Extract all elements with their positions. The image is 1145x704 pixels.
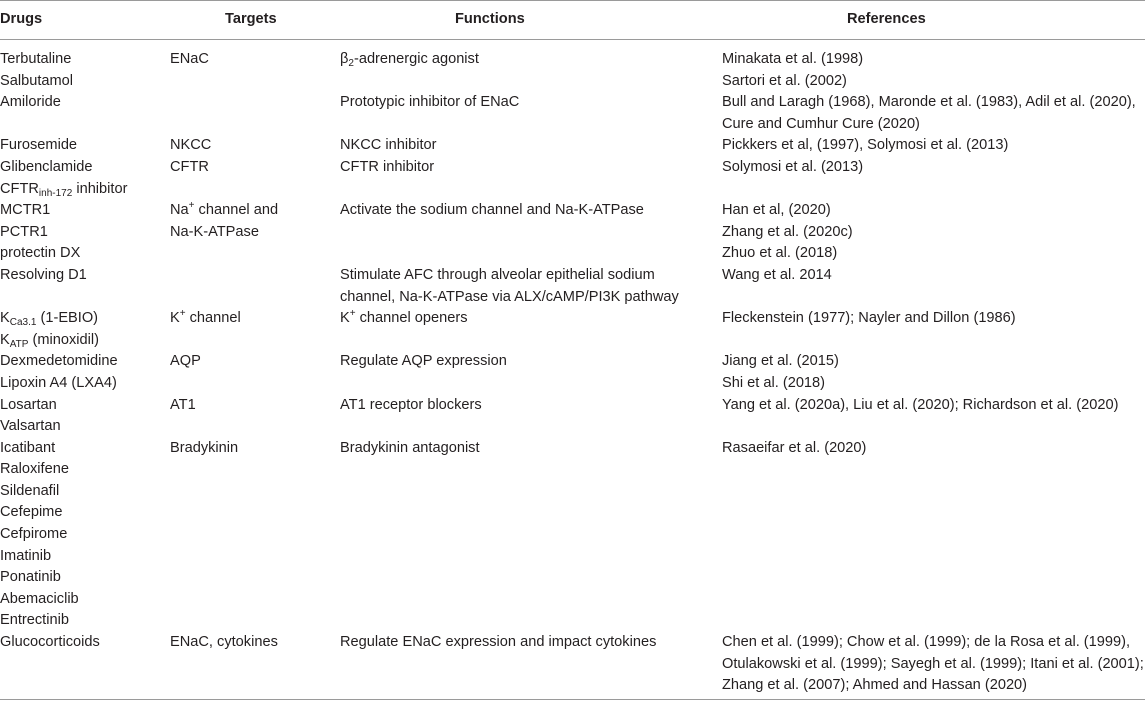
cell-reference [722, 416, 1145, 438]
header-drugs: Drugs [0, 1, 170, 40]
cell-function: AT1 receptor blockers [340, 396, 482, 413]
cell-target [170, 567, 340, 589]
table-row [0, 395, 1145, 417]
cell-function [340, 459, 722, 481]
table-row [0, 157, 1145, 179]
cell-target [170, 502, 340, 524]
cell-reference: Zhuo et al. (2018) [722, 245, 838, 262]
cell-target [170, 373, 340, 395]
cell-function: NKCC inhibitor [340, 137, 437, 154]
cell-reference [722, 502, 1145, 524]
cell-target [170, 610, 340, 632]
cell-reference [722, 524, 1145, 546]
cell-function: Prototypic inhibitor of ENaC [340, 94, 520, 111]
cell-target [170, 459, 340, 481]
cell-function: CFTR inhibitor [340, 158, 435, 175]
cell-reference: Yang et al. (2020a), Liu et al. (2020); Richardson et al. (2020) [722, 396, 1119, 413]
table-row [0, 71, 1145, 93]
cell-drug: protectin DX [0, 245, 81, 262]
cell-function [340, 567, 722, 589]
cell-reference: Sartori et al. (2002) [722, 72, 847, 89]
cell-target: NKCC [170, 137, 212, 154]
cell-function: Bradykinin antagonist [340, 439, 480, 456]
table-bottom-rule [0, 699, 1145, 700]
table-row [0, 524, 1145, 546]
cell-reference: Han et al, (2020) [722, 202, 831, 219]
table-row [0, 40, 1145, 71]
header-row [0, 1, 1145, 40]
cell-function [340, 416, 722, 438]
cell-function [340, 71, 722, 93]
table-row [0, 438, 1145, 460]
cell-function [340, 589, 722, 611]
cell-target: AQP [170, 353, 201, 370]
cell-drug: Lipoxin A4 (LXA4) [0, 374, 117, 391]
table-row [0, 589, 1145, 611]
cell-drug: Terbutaline [0, 51, 72, 67]
cell-drug: Cefpirome [0, 526, 68, 543]
cell-drug: $K_{Ca3.1}$ (1-EBIO) [0, 310, 99, 329]
cell-reference: Fleckenstein (1977); Nayler and Dillon (1986) [722, 310, 1016, 327]
header-references: References [722, 1, 1145, 40]
cell-reference: Shi et al. (2018) [722, 374, 826, 391]
cell-target [170, 546, 340, 568]
cell-reference [722, 546, 1145, 568]
cell-drug: Dexmedetomidine [0, 353, 118, 370]
header-functions: Functions [340, 1, 722, 40]
cell-target: Bradykinin [170, 439, 239, 456]
cell-reference [722, 179, 1145, 201]
table-row [0, 92, 1145, 135]
table-row [0, 135, 1145, 157]
cell-target: CFTR [170, 158, 209, 175]
cell-target: ENaC [170, 51, 209, 67]
table-row [0, 546, 1145, 568]
table-row [0, 610, 1145, 632]
cell-drug: Amiloride [0, 94, 61, 111]
cell-reference [722, 330, 1145, 352]
cell-function [340, 524, 722, 546]
cell-reference [722, 567, 1145, 589]
cell-function: Stimulate AFC through alveolar epithelial sodium channel, Na-K-ATPase via ALX/cAMP/PI3K pathway [340, 266, 679, 305]
table-row [0, 351, 1145, 373]
cell-reference: Chen et al. (1999); Chow et al. (1999); de la Rosa et al. (1999), Otulakowski et al. (1999); Sayegh et al. (1999); Itani et al. (2001); Zhang et al. (2007); Ahmed and Hassan (2020) [722, 634, 1144, 694]
cell-reference: Wang et al. 2014 [722, 266, 832, 283]
cell-drug: Sildenafil [0, 482, 60, 499]
cell-reference [722, 589, 1145, 611]
cell-drug: Raloxifene [0, 461, 69, 478]
cell-reference: Jiang et al. (2015) [722, 353, 839, 370]
cell-reference [722, 610, 1145, 632]
cell-reference: Bull and Laragh (1968), Maronde et al. (1983), Adil et al. (2020), Cure and Cumhur Cure (2020) [722, 94, 1136, 132]
cell-target [170, 92, 340, 135]
cell-function [340, 546, 722, 568]
table-row [0, 459, 1145, 481]
cell-target: Na+ channel and [170, 200, 279, 219]
table-row [0, 330, 1145, 352]
table-row [0, 265, 1145, 308]
cell-function [340, 243, 722, 265]
cell-drug: Icatibant [0, 439, 56, 456]
cell-function [340, 610, 722, 632]
cell-drug: Salbutamol [0, 72, 74, 89]
cell-target: K+ channel [170, 308, 241, 327]
table-row [0, 200, 1145, 222]
cell-drug: Glibenclamide [0, 158, 93, 175]
cell-drug: Imatinib [0, 547, 52, 564]
table-header [0, 1, 1145, 40]
header-targets: Targets [170, 1, 340, 40]
table-row [0, 179, 1145, 201]
cell-function [340, 502, 722, 524]
table-row [0, 567, 1145, 589]
cell-reference: Minakata et al. (1998) [722, 51, 864, 67]
cell-target [170, 243, 340, 265]
cell-target [170, 330, 340, 352]
cell-function [340, 373, 722, 395]
cell-target: Na-K-ATPase [170, 223, 259, 240]
cell-reference [722, 459, 1145, 481]
cell-drug: Losartan [0, 396, 57, 413]
cell-drug: Furosemide [0, 137, 78, 154]
cell-function: Regulate ENaC expression and impact cytokines [340, 634, 657, 651]
cell-function [340, 222, 722, 244]
table-row [0, 222, 1145, 244]
table-row [0, 243, 1145, 265]
cell-drug: Ponatinib [0, 569, 61, 586]
cell-reference: Zhang et al. (2020c) [722, 223, 853, 240]
cell-drug: PCTR1 [0, 223, 48, 240]
cell-target [170, 265, 340, 308]
cell-target: ENaC, cytokines [170, 634, 278, 651]
cell-function: $\beta_2$-adrenergic agonist [340, 51, 479, 69]
table-row [0, 308, 1145, 330]
cell-target [170, 589, 340, 611]
table-row [0, 416, 1145, 438]
cell-drug: MCTR1 [0, 202, 51, 219]
table-row [0, 632, 1145, 704]
cell-function [340, 481, 722, 503]
cell-function [340, 179, 722, 201]
cell-reference: Pickkers et al, (1997), Solymosi et al. (2013) [722, 137, 1009, 154]
cell-drug: Cefepime [0, 504, 63, 521]
table-row [0, 373, 1145, 395]
cell-function: Regulate AQP expression [340, 353, 507, 370]
cell-drug: Resolving D1 [0, 266, 87, 283]
cell-drug: Glucocorticoids [0, 634, 100, 651]
cell-function: Activate the sodium channel and Na-K-ATPase [340, 202, 644, 219]
cell-drug: $CFTR_{inh-172}$ inhibitor [0, 180, 128, 199]
cell-drug: Abemaciclib [0, 590, 79, 607]
cell-function: K+ channel openers [340, 308, 468, 327]
cell-function [340, 330, 722, 352]
cell-reference: Solymosi et al. (2013) [722, 158, 864, 175]
cell-target [170, 71, 340, 93]
table-body [0, 40, 1145, 704]
cell-target [170, 179, 340, 201]
table-row [0, 481, 1145, 503]
cell-drug: $K_{ATP}$ (minoxidil) [0, 331, 99, 350]
table-row [0, 502, 1145, 524]
cell-drug: Valsartan [0, 418, 61, 435]
cell-target: AT1 [170, 396, 196, 413]
cell-drug: Entrectinib [0, 612, 69, 629]
cell-target [170, 481, 340, 503]
cell-reference: Rasaeifar et al. (2020) [722, 439, 867, 456]
cell-reference [722, 481, 1145, 503]
cell-target [170, 416, 340, 438]
cell-target [170, 524, 340, 546]
